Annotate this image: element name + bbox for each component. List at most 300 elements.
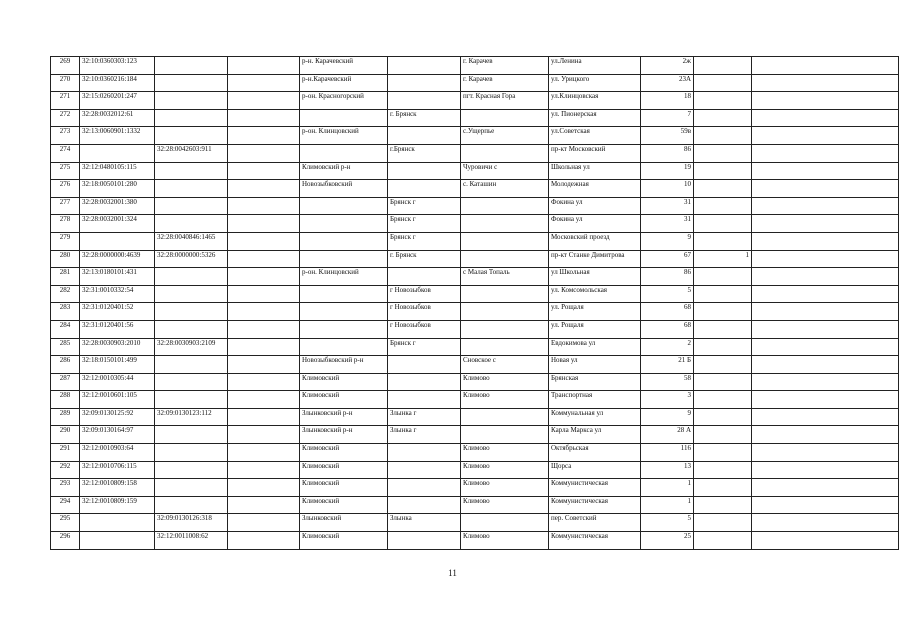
row-number-cell: 281 [51,268,80,286]
cadastral-number-2-cell [155,461,228,479]
street-cell: ул. Пионерская [549,109,641,127]
count-cell [694,391,752,409]
cadastral-number-cell: 32:13:0060901:1332 [80,127,155,145]
house-number-cell: 21 Б [641,356,694,374]
cadastral-number-cell [80,232,155,250]
empty-cell [228,127,300,145]
street-cell: ул. Урицкого [549,74,641,92]
street-cell: ул Школьная [549,268,641,286]
city-cell: Брянск г [388,197,461,215]
count-cell [694,232,752,250]
house-number-cell: 58 [641,373,694,391]
empty-cell [228,479,300,497]
street-cell: Коммунистическая [549,532,641,550]
count-cell [694,144,752,162]
cadastral-number-2-cell [155,320,228,338]
empty-cell [752,461,899,479]
street-cell: пер. Советский [549,514,641,532]
district-cell: р-он. Клинцовский [300,268,388,286]
locality-cell [461,197,549,215]
empty-cell [752,215,899,233]
street-cell: Фокина ул [549,215,641,233]
empty-cell [228,408,300,426]
count-cell [694,479,752,497]
row-number-cell: 275 [51,162,80,180]
cadastral-number-cell: 32:31:0120401:56 [80,320,155,338]
district-cell [300,109,388,127]
district-cell [300,232,388,250]
row-number-cell: 286 [51,356,80,374]
count-cell [694,127,752,145]
city-cell [388,373,461,391]
district-cell: Новозыбковский [300,180,388,198]
locality-cell [461,109,549,127]
empty-cell [228,162,300,180]
locality-cell [461,320,549,338]
house-number-cell: 31 [641,215,694,233]
cadastral-number-cell: 32:09:0130125:92 [80,408,155,426]
cadastral-number-cell: 32:12:0010601:105 [80,391,155,409]
cadastral-number-2-cell: 32:09:0130126:318 [155,514,228,532]
locality-cell: с.Ущерпье [461,127,549,145]
row-number-cell: 269 [51,57,80,75]
row-number-cell: 285 [51,338,80,356]
empty-cell [752,92,899,110]
house-number-cell: 9 [641,232,694,250]
empty-cell [228,532,300,550]
row-number-cell: 282 [51,285,80,303]
empty-cell [228,426,300,444]
empty-cell [752,144,899,162]
city-cell: г. Брянск [388,250,461,268]
locality-cell [461,250,549,268]
district-cell [300,250,388,268]
locality-cell: Климово [461,532,549,550]
count-cell [694,57,752,75]
district-cell [300,338,388,356]
row-number-cell: 271 [51,92,80,110]
row-number-cell: 294 [51,496,80,514]
cadastral-number-2-cell: 32:12:0011008:62 [155,532,228,550]
table-row [51,408,899,426]
cadastral-number-cell: 32:13:0180101:431 [80,268,155,286]
city-cell: г Новозыбков [388,320,461,338]
city-cell [388,57,461,75]
empty-cell [228,197,300,215]
empty-cell [228,109,300,127]
count-cell [694,215,752,233]
table-row [51,496,899,514]
district-cell [300,285,388,303]
district-cell: Климовский [300,373,388,391]
district-cell: Климовский [300,496,388,514]
cadastral-number-2-cell: 32:28:0040846:1465 [155,232,228,250]
house-number-cell: 86 [641,144,694,162]
street-cell: Октябрьская [549,444,641,462]
house-number-cell: 3 [641,391,694,409]
count-cell [694,496,752,514]
register-table [50,56,899,550]
count-cell [694,373,752,391]
count-cell [694,162,752,180]
empty-cell [228,144,300,162]
empty-cell [752,444,899,462]
count-cell [694,444,752,462]
count-cell [694,426,752,444]
street-cell: Московский проезд [549,232,641,250]
district-cell: Злынковский р-н [300,408,388,426]
count-cell [694,532,752,550]
empty-cell [228,320,300,338]
row-number-cell: 296 [51,532,80,550]
city-cell: г.Брянск [388,144,461,162]
table-row [51,144,899,162]
locality-cell [461,408,549,426]
house-number-cell: 18 [641,92,694,110]
row-number-cell: 280 [51,250,80,268]
street-cell: ул. Рощаля [549,303,641,321]
count-cell [694,338,752,356]
cadastral-number-cell [80,514,155,532]
empty-cell [752,197,899,215]
empty-cell [752,180,899,198]
cadastral-number-cell: 32:18:0050101:280 [80,180,155,198]
street-cell: Коммунистическая [549,496,641,514]
cadastral-number-2-cell [155,356,228,374]
empty-cell [752,373,899,391]
house-number-cell: 1 [641,496,694,514]
street-cell: Новая ул [549,356,641,374]
cadastral-number-cell: 32:12:0010809:159 [80,496,155,514]
street-cell: ул. Комсомольская [549,285,641,303]
house-number-cell: 7 [641,109,694,127]
empty-cell [228,356,300,374]
cadastral-number-cell: 32:31:0010332:54 [80,285,155,303]
empty-cell [752,479,899,497]
empty-cell [228,250,300,268]
district-cell [300,320,388,338]
locality-cell [461,232,549,250]
city-cell [388,391,461,409]
table-row [51,338,899,356]
street-cell: Коммунистическая [549,479,641,497]
cadastral-number-2-cell: 32:09:0130123:112 [155,408,228,426]
empty-cell [752,408,899,426]
empty-cell [228,496,300,514]
cadastral-number-cell: 32:28:0032001:380 [80,197,155,215]
table-row [51,373,899,391]
empty-cell [228,514,300,532]
empty-cell [752,514,899,532]
cadastral-number-cell: 32:18:0150101:499 [80,356,155,374]
row-number-cell: 287 [51,373,80,391]
empty-cell [228,391,300,409]
row-number-cell: 270 [51,74,80,92]
empty-cell [228,303,300,321]
street-cell: Фокина ул [549,197,641,215]
district-cell: Новозыбковский р-н [300,356,388,374]
cadastral-number-cell: 32:12:0010903:64 [80,444,155,462]
district-cell [300,144,388,162]
locality-cell: с. Каташин [461,180,549,198]
city-cell [388,444,461,462]
empty-cell [752,426,899,444]
city-cell: Брянск г [388,338,461,356]
table-row [51,232,899,250]
locality-cell [461,514,549,532]
district-cell: Климовский [300,479,388,497]
city-cell: г. Брянск [388,109,461,127]
house-number-cell: 116 [641,444,694,462]
city-cell: Брянск г [388,215,461,233]
cadastral-number-2-cell [155,268,228,286]
cadastral-number-2-cell [155,373,228,391]
cadastral-number-2-cell [155,391,228,409]
cadastral-number-cell: 32:12:0010809:158 [80,479,155,497]
district-cell: Климовский [300,532,388,550]
table-row [51,461,899,479]
cadastral-number-cell [80,532,155,550]
cadastral-number-2-cell: 32:28:0042603:911 [155,144,228,162]
table-row [51,532,899,550]
empty-cell [752,232,899,250]
row-number-cell: 295 [51,514,80,532]
locality-cell: Сновское с [461,356,549,374]
row-number-cell: 272 [51,109,80,127]
district-cell [300,197,388,215]
city-cell [388,180,461,198]
table-row [51,479,899,497]
house-number-cell: 5 [641,514,694,532]
table-row [51,426,899,444]
city-cell: г Новозыбков [388,303,461,321]
house-number-cell: 23А [641,74,694,92]
house-number-cell: 31 [641,197,694,215]
empty-cell [228,373,300,391]
locality-cell: Климово [461,461,549,479]
count-cell [694,197,752,215]
count-cell [694,74,752,92]
cadastral-number-2-cell [155,496,228,514]
empty-cell [228,338,300,356]
street-cell: ул.Ленина [549,57,641,75]
locality-cell [461,303,549,321]
district-cell: Климовский [300,444,388,462]
cadastral-number-2-cell [155,127,228,145]
cadastral-number-2-cell [155,74,228,92]
cadastral-number-cell: 32:28:0030903:2010 [80,338,155,356]
count-cell [694,285,752,303]
count-cell [694,461,752,479]
street-cell: Коммунальная ул [549,408,641,426]
table-row [51,215,899,233]
locality-cell: Климово [461,479,549,497]
table-body [51,57,899,550]
count-cell [694,92,752,110]
city-cell: г Новозыбков [388,285,461,303]
street-cell: ул. Рощаля [549,320,641,338]
empty-cell [228,180,300,198]
cadastral-number-2-cell [155,285,228,303]
empty-cell [752,356,899,374]
house-number-cell: 9 [641,408,694,426]
street-cell: ул.Советская [549,127,641,145]
house-number-cell: 67 [641,250,694,268]
house-number-cell: 68 [641,320,694,338]
street-cell: пр-кт Московский [549,144,641,162]
cadastral-number-cell: 32:10:0360303:123 [80,57,155,75]
locality-cell: Климово [461,444,549,462]
street-cell: Евдокимова ул [549,338,641,356]
district-cell: р-он. Клинцовский [300,127,388,145]
cadastral-number-2-cell: 32:28:0030903:2109 [155,338,228,356]
street-cell: Щорса [549,461,641,479]
locality-cell [461,144,549,162]
row-number-cell: 292 [51,461,80,479]
city-cell [388,127,461,145]
count-cell [694,408,752,426]
cadastral-number-cell: 32:28:0000000:4639 [80,250,155,268]
empty-cell [228,285,300,303]
house-number-cell: 68 [641,303,694,321]
row-number-cell: 279 [51,232,80,250]
city-cell: Злынка г [388,426,461,444]
empty-cell [752,338,899,356]
empty-cell [752,496,899,514]
empty-cell [228,232,300,250]
empty-cell [228,444,300,462]
cadastral-number-2-cell [155,92,228,110]
row-number-cell: 283 [51,303,80,321]
table-row [51,127,899,145]
house-number-cell: 1 [641,479,694,497]
locality-cell: Климово [461,391,549,409]
house-number-cell: 59в [641,127,694,145]
city-cell [388,268,461,286]
district-cell: Злынковский р-н [300,426,388,444]
district-cell: р-н. Карачевский [300,57,388,75]
table-row [51,162,899,180]
count-cell [694,356,752,374]
cadastral-number-2-cell [155,180,228,198]
cadastral-number-cell: 32:10:0360216:184 [80,74,155,92]
street-cell: Школьная ул [549,162,641,180]
district-cell: Климовский [300,391,388,409]
cadastral-number-2-cell [155,109,228,127]
street-cell: ул.Клинцовская [549,92,641,110]
city-cell: Злынка [388,514,461,532]
row-number-cell: 274 [51,144,80,162]
empty-cell [752,250,899,268]
count-cell: 1 [694,250,752,268]
locality-cell [461,215,549,233]
house-number-cell: 13 [641,461,694,479]
table-row [51,197,899,215]
table-row [51,356,899,374]
house-number-cell: 86 [641,268,694,286]
count-cell [694,303,752,321]
city-cell [388,496,461,514]
district-cell: р-он. Красногорский [300,92,388,110]
empty-cell [228,92,300,110]
count-cell [694,268,752,286]
cadastral-number-cell: 32:31:0120401:52 [80,303,155,321]
row-number-cell: 293 [51,479,80,497]
cadastral-number-2-cell [155,444,228,462]
cadastral-number-cell [80,144,155,162]
count-cell [694,514,752,532]
empty-cell [752,532,899,550]
city-cell: Брянск г [388,232,461,250]
table-row [51,92,899,110]
empty-cell [752,162,899,180]
table-row [51,109,899,127]
empty-cell [752,391,899,409]
city-cell [388,92,461,110]
district-cell: Злынковский [300,514,388,532]
table-row [51,303,899,321]
locality-cell: г. Карачев [461,57,549,75]
street-cell: пр-кт Станке Димитрова [549,250,641,268]
cadastral-number-2-cell [155,215,228,233]
empty-cell [752,285,899,303]
empty-cell [228,215,300,233]
empty-cell [752,127,899,145]
district-cell [300,215,388,233]
cadastral-number-2-cell [155,162,228,180]
cadastral-number-2-cell [155,57,228,75]
table-row [51,320,899,338]
empty-cell [752,320,899,338]
street-cell: Карла Маркса ул [549,426,641,444]
cadastral-number-cell: 32:12:0480105:115 [80,162,155,180]
city-cell [388,74,461,92]
house-number-cell: 2ж [641,57,694,75]
table-row [51,250,899,268]
row-number-cell: 278 [51,215,80,233]
cadastral-number-cell: 32:28:0032012:61 [80,109,155,127]
locality-cell: Чуровичи с [461,162,549,180]
count-cell [694,180,752,198]
row-number-cell: 289 [51,408,80,426]
cadastral-number-2-cell [155,426,228,444]
house-number-cell: 2 [641,338,694,356]
city-cell [388,479,461,497]
district-cell: Климовский р-н [300,162,388,180]
district-cell: р-н.Карачевский [300,74,388,92]
cadastral-number-2-cell: 32:28:0000000:5326 [155,250,228,268]
empty-cell [752,109,899,127]
locality-cell [461,285,549,303]
cadastral-number-cell: 32:09:0130164:97 [80,426,155,444]
page-number: 11 [448,568,457,578]
locality-cell: Климово [461,373,549,391]
count-cell [694,320,752,338]
table-row [51,57,899,75]
cadastral-number-2-cell [155,197,228,215]
locality-cell [461,426,549,444]
locality-cell: Климово [461,496,549,514]
row-number-cell: 284 [51,320,80,338]
city-cell [388,461,461,479]
row-number-cell: 291 [51,444,80,462]
city-cell: Злынка г [388,408,461,426]
district-cell: Климовский [300,461,388,479]
table-row [51,391,899,409]
empty-cell [752,303,899,321]
row-number-cell: 276 [51,180,80,198]
street-cell: Транспортная [549,391,641,409]
